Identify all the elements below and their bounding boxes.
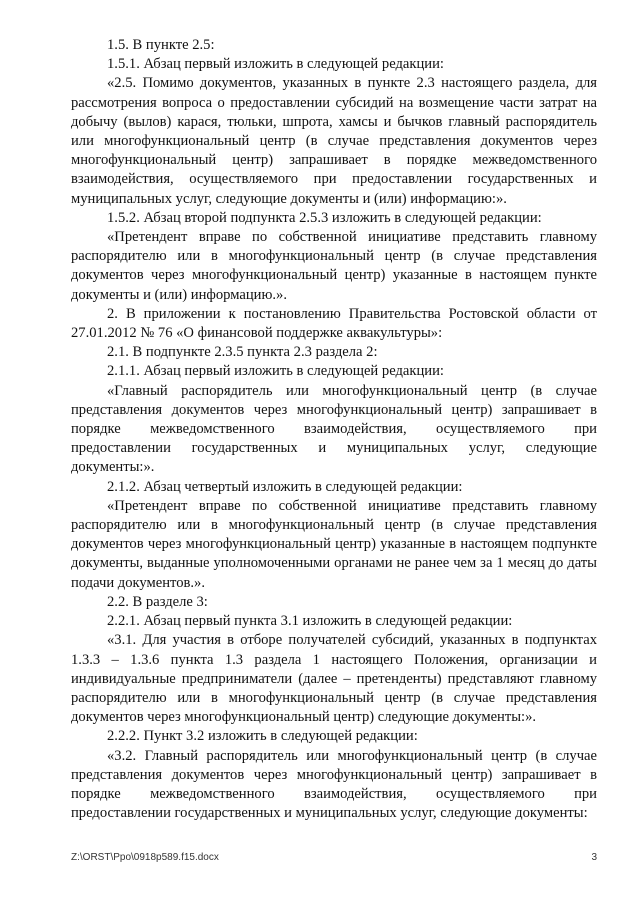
paragraph-1-5-1: 1.5.1. Абзац первый изложить в следующей редакции: [107, 56, 444, 73]
paragraph-2-1-1: 2.1.1. Абзац первый изложить в следующей редакции: [107, 363, 444, 380]
paragraph-2-1: 2.1. В подпункте 2.3.5 пункта 2.3 раздела 2: [107, 344, 378, 361]
paragraph-1-5: 1.5. В пункте 2.5: [107, 37, 215, 53]
paragraph-2-5-quote: «2.5. Помимо документов, указанных в пункте 2.3 настоящего раздела, для рассмотрения вопроса о предоставлении субсидий на возмещение части затрат на добычу (вылов) карася, тюльки, шпрота, хамсы и бычков главный распорядитель или многофункциональный центр (в случае представления документов через многофункциональный центр) запрашивает в порядке межведомственного взаимодействия, осуществляемого при предоставлении государственных и муниципальных услуг, следующие документы и (или) информацию:». [71, 75, 597, 207]
page-number: 3 [591, 852, 597, 863]
paragraph-2-2: 2.2. В разделе 3: [107, 593, 208, 610]
paragraph-2-5-3-quote: «Претендент вправе по собственной инициативе представить главному распорядителю или в многофункциональный центр (в случае представления документов через многофункциональный центр) указанные в настоящем пункте документы и (или) информацию.». [71, 229, 597, 303]
paragraph-2-1-2-quote: «Претендент вправе по собственной инициативе представить главному распорядителю или в многофункциональный центр (в случае представления документов через многофункциональный центр) указанные в настоящем подпункте документы, выданные уполномоченными органами не ранее чем за 1 месяц до даты подачи документов.». [71, 497, 597, 591]
paragraph-2-2-1: 2.2.1. Абзац первый пункта 3.1 изложить в следующей редакции: [107, 613, 513, 630]
paragraph-2-2-2: 2.2.2. Пункт 3.2 изложить в следующей редакции: [107, 728, 418, 745]
document-body [71, 36, 597, 823]
paragraph-3-1-quote: «3.1. Для участия в отборе получателей субсидий, указанных в подпунктах 1.3.3 – 1.3.6 пункта 1.3 раздела 1 настоящего Положения, организации и индивидуальные предприниматели (далее – претенденты) представляют главному распорядителю или в многофункциональный центр (в случае представления документов через многофункциональный центр) следующие документы:». [71, 632, 597, 726]
paragraph-2-1-2: 2.1.2. Абзац четвертый изложить в следующей редакции: [107, 478, 463, 495]
paragraph-1-5-2: 1.5.2. Абзац второй подпункта 2.5.3 изложить в следующей редакции: [107, 209, 542, 226]
paragraph-3-2-quote: «3.2. Главный распорядитель или многофункциональный центр (в случае представления документов через многофункциональный центр) запрашивает в порядке межведомственного взаимодействия, осуществляемого при предоставлении государственных и муниципальных услуг, следующие документы: [71, 747, 597, 822]
file-path: Z:\ORST\Ppo\0918p589.f15.docx [71, 852, 219, 863]
paragraph-2: 2. В приложении к постановлению Правительства Ростовской области от 27.01.2012 № 76 «О финансовой поддержке аквакультуры»: [71, 305, 597, 342]
paragraph-2-1-1-quote: «Главный распорядитель или многофункциональный центр (в случае представления документов через многофункциональный центр) запрашивает в порядке межведомственного взаимодействия, осуществляемого при предоставлении государственных и муниципальных услуг, следующие документы:». [71, 382, 597, 476]
